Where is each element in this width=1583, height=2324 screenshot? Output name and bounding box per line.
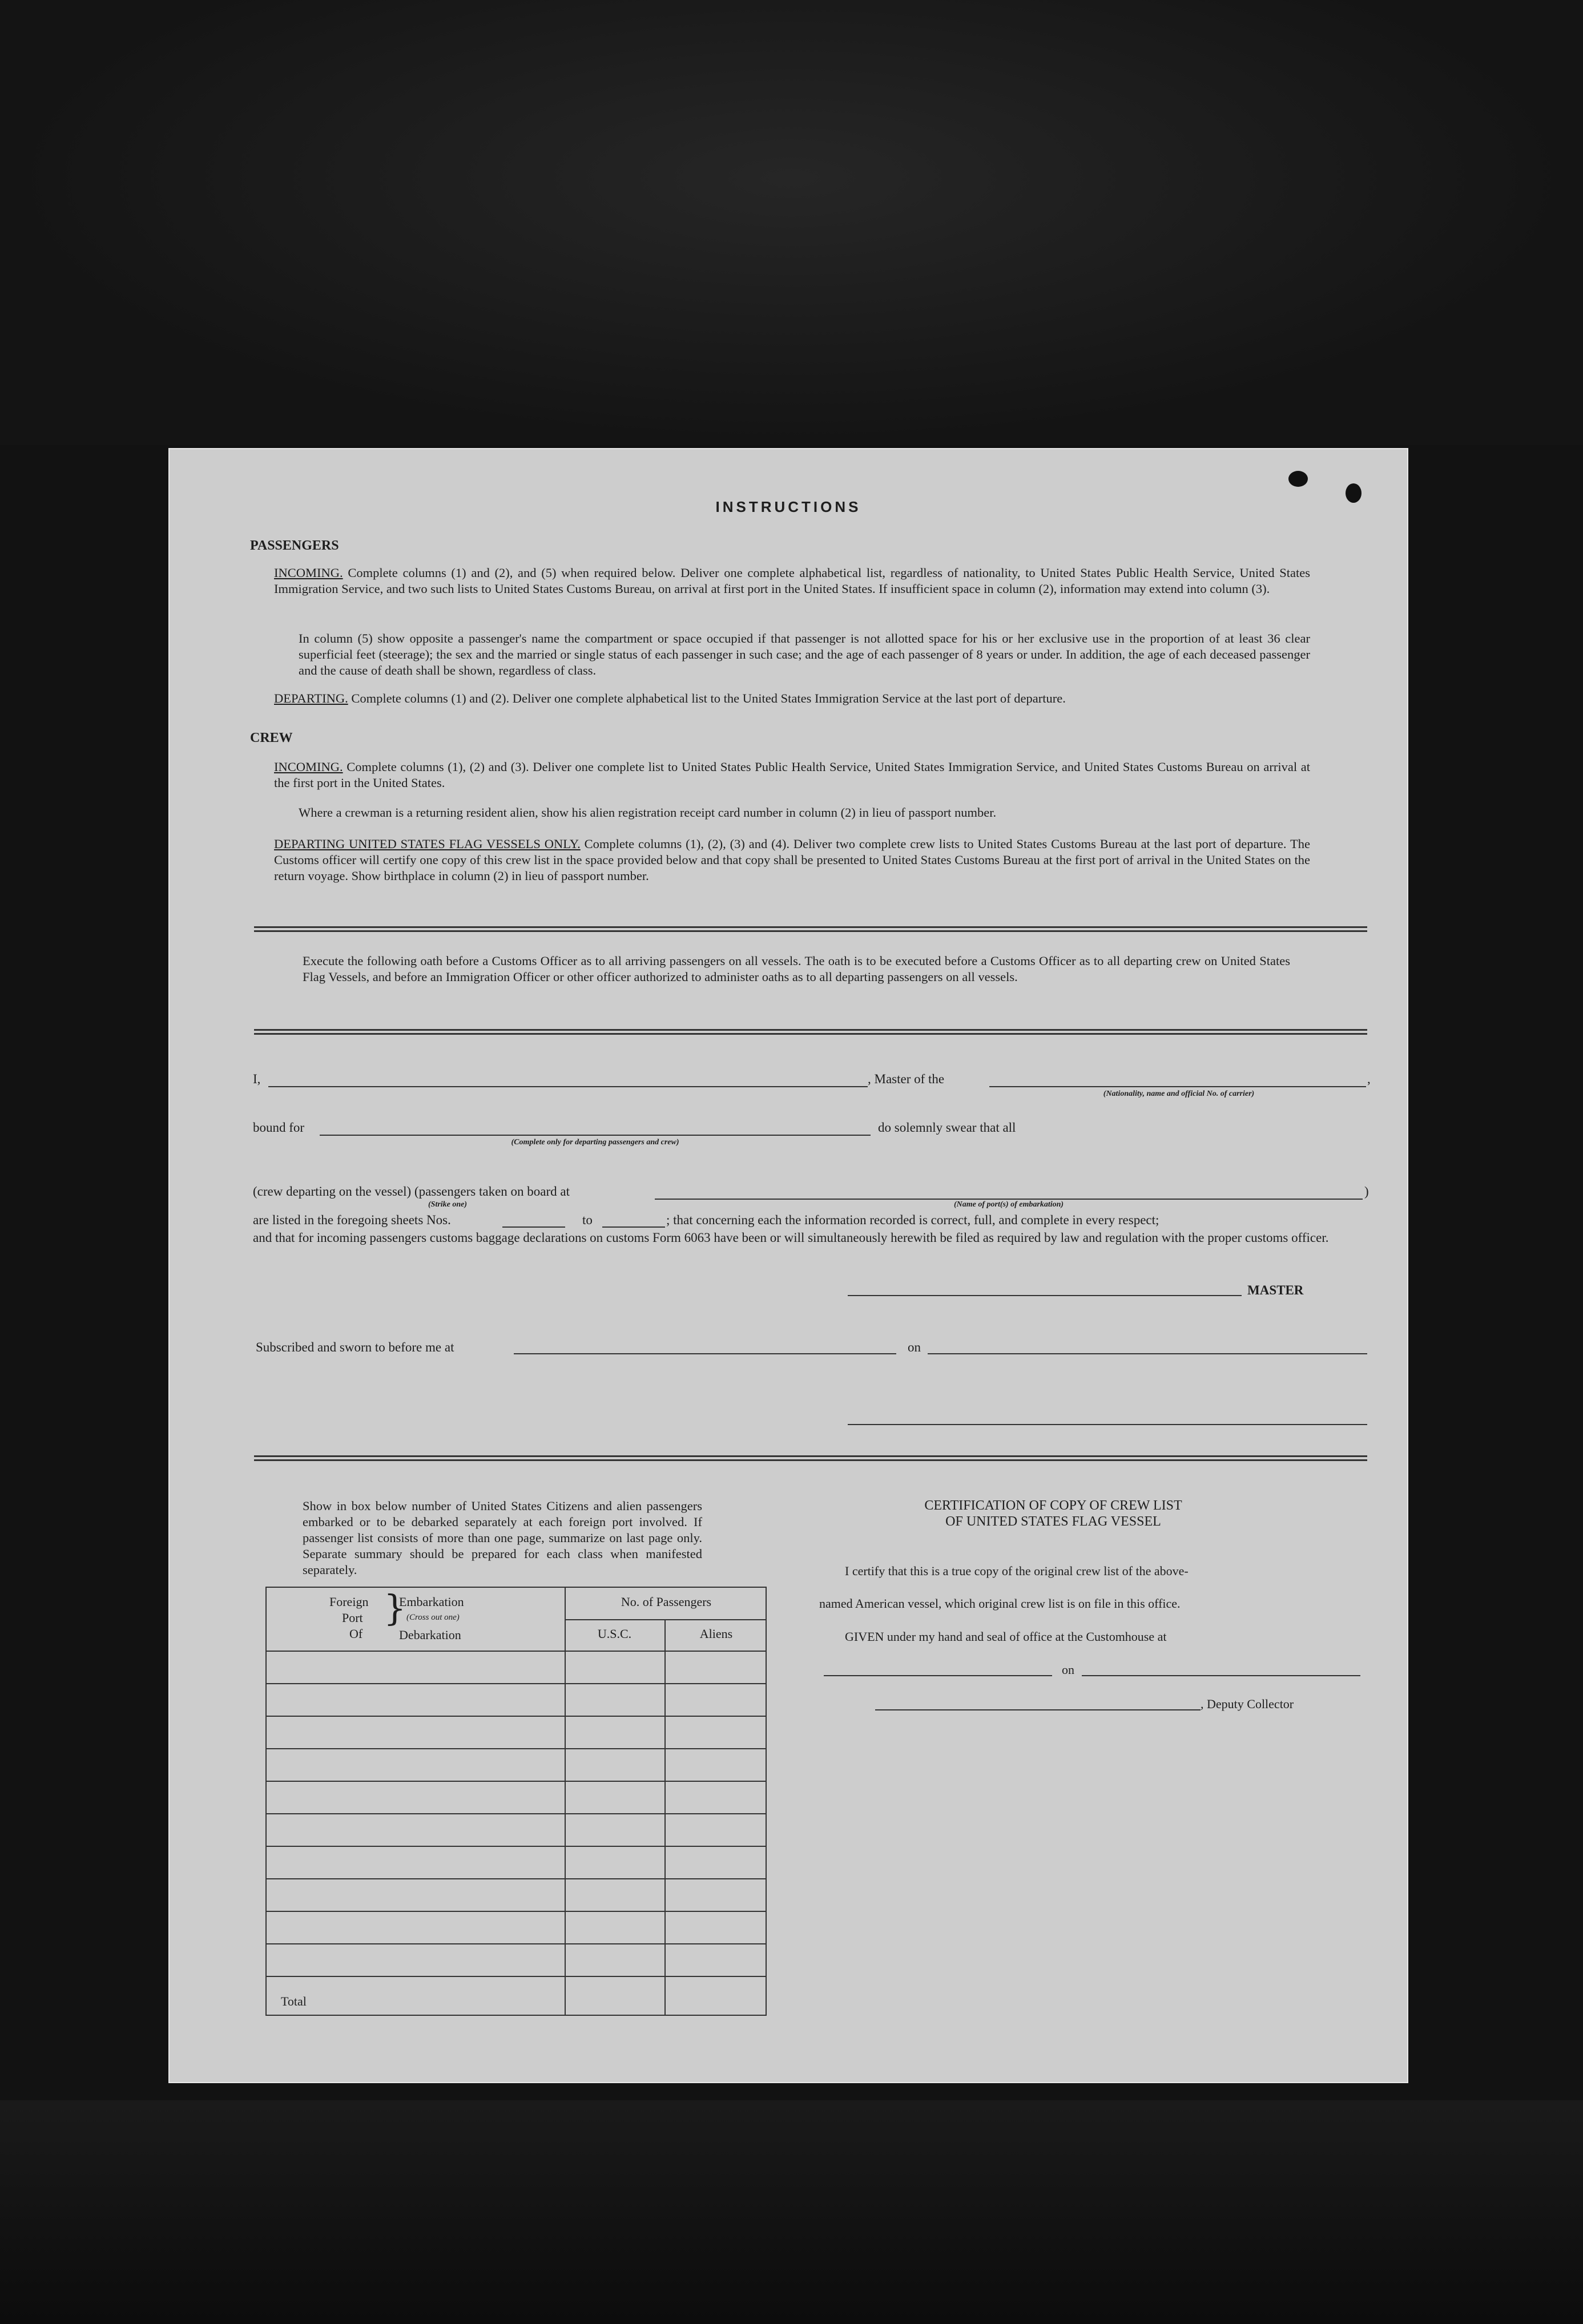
passengers-incoming-lead: INCOMING. [274,566,343,580]
passengers-column5-text: In column (5) show opposite a passenger's name the compartment or space occupied if that passenger is not allotted space for his or her exclusive use in the proportion of at least 36 clear superficial feet (steerage); the sex and the married or single status of each passenger in such case; and the age of each passenger of 8 years or under. In addition, the age of each deceased passenger and the cause of death shall be shown, regardless of class. [299,631,1310,677]
table-row-line [267,1748,766,1749]
cert-on-label: on [1062,1663,1074,1677]
crew-resident-text: Where a crewman is a returning resident alien, show his alien registration receipt card number in column (2) in lieu of passport number. [299,805,997,820]
officer-signature-line[interactable] [848,1424,1367,1425]
total-label: Total [281,1994,307,2008]
instructions-title: INSTRUCTIONS [715,498,861,515]
table-row-line [267,1976,766,1977]
usc-header: U.S.C. [597,1627,632,1641]
cross-out-caption: (Cross out one) [406,1613,460,1622]
table-row-line [267,1878,766,1879]
subscribed-label: Subscribed and sworn to before me at [256,1340,454,1354]
bound-for-field-line[interactable] [320,1135,871,1136]
departing-caption: (Complete only for departing passengers and crew) [511,1138,679,1147]
crew-heading: CREW [250,731,293,745]
double-rule [254,1029,1367,1035]
summary-instructions: Show in box below number of United States Citizens and alien passengers embarked or to be debarked separately at each foreign port involved. If passenger list consists of more than one page, summarize on last page only. Separate summary should be prepared for each class when manifested separately. [303,1499,702,1577]
aliens-header: Aliens [699,1627,733,1641]
certification-title-1: CERTIFICATION OF COPY OF CREW LIST [924,1498,1182,1513]
passengers-departing-text: DEPARTING. Complete columns (1) and (2). Deliver one complete alphabetical list to the United States Immigration Service at the last port of departure. [274,691,1066,705]
crew-departing-text: DEPARTING UNITED STATES FLAG VESSELS ONLY. Complete columns (1), (2), (3) and (4). Deliver two complete crew lists to United States Customs Bureau at the last port of departure. The Customs officer will certify one copy of this crew list in the space provided below and that copy shall be presented to United States Customs Bureau at the first port of arrival in the United States on the return voyage. Show birthplace in column (2) in lieu of passport number. [274,837,1310,883]
summary-table [265,1587,767,2016]
certify-line-2: named American vessel, which original crew list is on file in this office. [819,1596,1181,1611]
certify-line-1: I certify that this is a true copy of the original crew list of the above- [845,1564,1189,1578]
carrier-field-line[interactable] [989,1086,1366,1087]
given-line: GIVEN under my hand and seal of office at the Customhouse at [845,1629,1167,1644]
table-row-line [267,1813,766,1814]
bound-for-label: bound for [253,1120,305,1135]
table-row-line [267,1683,766,1684]
port-caption: (Name of port(s) of embarkation) [953,1200,1064,1209]
table-row-line [267,1846,766,1847]
scan-background-bottom [0,2100,1583,2324]
port-label: Port [342,1611,363,1625]
close-paren: ) [1364,1184,1369,1199]
sheets-label: are listed in the foregoing sheets Nos. [253,1213,451,1227]
table-row-line [267,1911,766,1912]
table-column-divider [565,1588,566,2015]
document-page [168,448,1408,2083]
debarkation-label: Debarkation [399,1628,461,1642]
customhouse-field-line[interactable] [824,1675,1052,1676]
deputy-collector-label: , Deputy Collector [1201,1697,1294,1711]
baggage-text: and that for incoming passengers customs baggage declarations on customs Form 6063 have been or will simultaneously herewith be filed as required by law and regulation with the proper customs officer. [253,1230,1329,1245]
scan-background [0,0,1583,445]
table-header-bottom [267,1651,766,1652]
name-field-line[interactable] [268,1086,868,1087]
port-field-line[interactable] [655,1199,1363,1200]
of-label: Of [349,1627,363,1641]
master-signature-line[interactable] [848,1295,1242,1296]
table-row-line [267,1943,766,1944]
ink-blot [1288,471,1308,487]
to-label: to [582,1213,593,1227]
swear-label: do solemnly swear that all [878,1120,1016,1135]
passengers-incoming-text: INCOMING. Complete columns (1) and (2), and (5) when required below. Deliver one complete alphabetical list, regardless of nationality, to United States Public Health Service, United States Immigration Service, and two such lists to United States Customs Bureau, on arrival at first port in the United States. If insufficient space in column (2), information may extend into column (3). [274,566,1310,596]
passengers-heading: PASSENGERS [250,538,339,553]
cert-date-field-line[interactable] [1082,1675,1360,1676]
carrier-caption: (Nationality, name and official No. of carrier) [1103,1090,1255,1098]
on-label: on [908,1340,921,1354]
certification-title-2: OF UNITED STATES FLAG VESSEL [945,1514,1161,1529]
table-column-divider [664,1619,666,2015]
sworn-place-field-line[interactable] [514,1353,896,1354]
strike-one-caption: (Strike one) [428,1200,468,1209]
crew-incoming-lead: INCOMING. [274,760,343,774]
table-header-divider [565,1619,766,1620]
foreign-label: Foreign [329,1595,369,1609]
master-of-label: , Master of the [868,1072,945,1086]
oath-i-label: I, [253,1072,261,1086]
oath-instructions: Execute the following oath before a Customs Officer as to all arriving passengers on all vessels. The oath is to be executed before a Customs Officer as to all departing crew on United States Flag Vessels, and before an Immigration Officer or other officer authorized to administer oaths as to all departing passengers on all vessels. [303,954,1290,984]
passengers-departing-lead: DEPARTING. [274,691,348,705]
brace-icon: } [384,1587,406,1629]
sheet-from-field-line[interactable] [502,1226,565,1228]
sheets-rest: ; that concerning each the information recorded is correct, full, and complete in every respect; [666,1213,1159,1227]
sheet-to-field-line[interactable] [602,1226,665,1228]
double-rule [254,926,1367,932]
crew-departing-lead: DEPARTING UNITED STATES FLAG VESSELS ONLY. [274,837,581,851]
no-of-passengers-header: No. of Passengers [621,1595,712,1609]
sworn-date-field-line[interactable] [928,1353,1367,1354]
comma: , [1367,1072,1371,1086]
crew-incoming-text: INCOMING. Complete columns (1), (2) and (3). Deliver one complete list to United States Public Health Service, United States Immigration Service, and United States Customs Bureau on arrival at the first port in the United States. [274,760,1310,790]
table-row-line [267,1716,766,1717]
deputy-signature-line[interactable] [875,1709,1201,1710]
embarkation-label: Embarkation [399,1595,464,1609]
crew-departing-label: (crew departing on the vessel) (passengers taken on board at [253,1184,570,1199]
table-row-line [267,1781,766,1782]
master-label: MASTER [1247,1283,1304,1297]
double-rule [254,1455,1367,1461]
